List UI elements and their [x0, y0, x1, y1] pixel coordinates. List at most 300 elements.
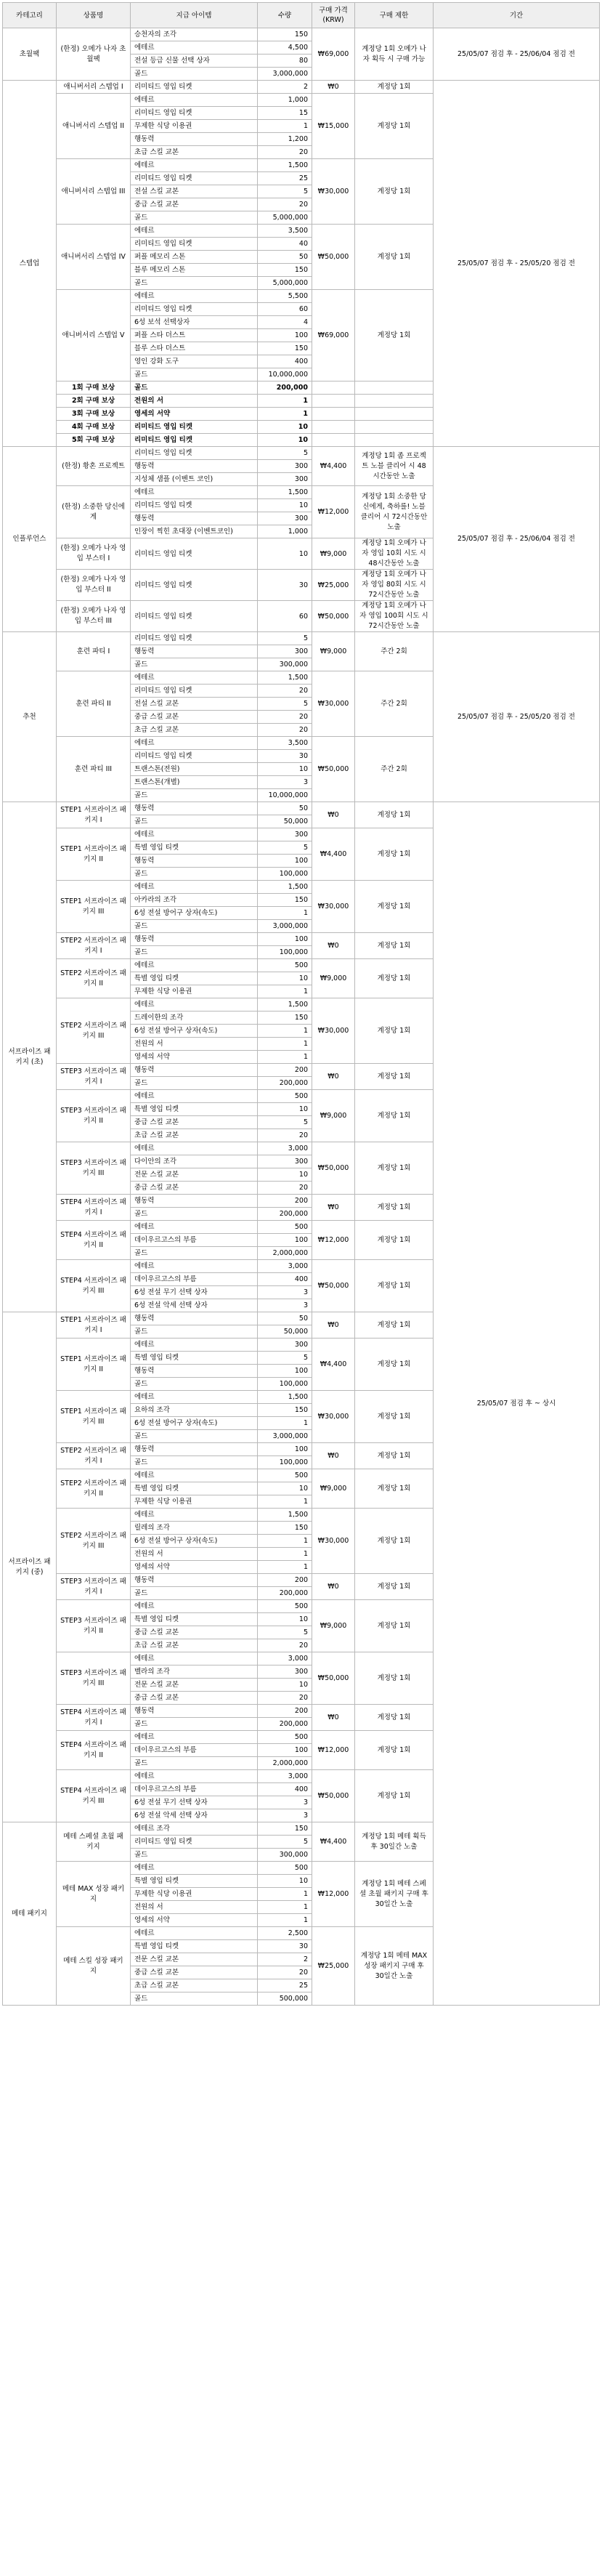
- table-row: [3, 802, 600, 815]
- item-name: 에테르: [131, 1221, 258, 1234]
- item-qty: 4,500: [258, 41, 312, 54]
- product-name: STEP1 서프라이즈 패키지 I: [57, 1312, 131, 1339]
- product-price: ₩50,000: [312, 1260, 355, 1312]
- item-name: 벨라의 조각: [131, 1665, 258, 1679]
- item-name: 행동력: [131, 645, 258, 658]
- item-qty: 5: [258, 185, 312, 198]
- product-price: ₩25,000: [312, 1927, 355, 2006]
- item-name: 리미티드 영입 티켓: [131, 447, 258, 460]
- item-qty: 60: [258, 601, 312, 632]
- item-name: 골드: [131, 1247, 258, 1260]
- item-name: 요하의 조각: [131, 1404, 258, 1417]
- table-row: [3, 632, 600, 645]
- item-qty: 5: [258, 447, 312, 460]
- product-name: STEP2 서프라이즈 패키지 II: [57, 1469, 131, 1509]
- product-name: 애니버서리 스텝업 III: [57, 159, 131, 225]
- product-limit: 계정당 1회: [355, 1142, 434, 1195]
- product-name: STEP4 서프라이즈 패키지 I: [57, 1195, 131, 1221]
- product-price: ₩50,000: [312, 737, 355, 802]
- product-name: STEP2 서프라이즈 패키지 III: [57, 1509, 131, 1574]
- item-qty: 10: [258, 538, 312, 570]
- item-qty: 1: [258, 1051, 312, 1064]
- product-price: ₩0: [312, 1195, 355, 1221]
- product-limit: 계정당 1회: [355, 1443, 434, 1469]
- item-name: 전문 스킬 교본: [131, 1953, 258, 1966]
- product-price: ₩4,400: [312, 828, 355, 881]
- item-name: 무제한 식당 이용권: [131, 120, 258, 133]
- item-name: 데이우르고스의 부름: [131, 1273, 258, 1286]
- product-name: (한정) 오메가 나자 영입 부스터 III: [57, 601, 131, 632]
- item-qty: 1: [258, 907, 312, 920]
- product-price: ₩0: [312, 1705, 355, 1731]
- item-name: 에테르: [131, 1090, 258, 1103]
- item-qty: 1: [258, 1914, 312, 1927]
- item-name: 영세의 서약: [131, 1914, 258, 1927]
- item-name: 특별 영입 티켓: [131, 1482, 258, 1495]
- item-qty: 100,000: [258, 868, 312, 881]
- item-qty: 60: [258, 303, 312, 316]
- reward-item: 전원의 서: [131, 395, 258, 408]
- product-price: ₩9,000: [312, 632, 355, 671]
- item-name: 트랜스톤(전원): [131, 763, 258, 776]
- item-qty: 10: [258, 1679, 312, 1692]
- product-name: 애니버서리 스텝업 II: [57, 94, 131, 159]
- product-name: 훈련 파티 III: [57, 737, 131, 802]
- product-name: STEP2 서프라이즈 패키지 II: [57, 959, 131, 998]
- item-name: 행동력: [131, 802, 258, 815]
- item-qty: 2,000,000: [258, 1757, 312, 1770]
- item-qty: 1,000: [258, 94, 312, 107]
- reward-limit: [355, 381, 434, 395]
- item-qty: 20: [258, 1129, 312, 1142]
- item-name: 6성 전설 악세 선택 상자: [131, 1809, 258, 1822]
- item-qty: 200: [258, 1195, 312, 1208]
- item-name: 다이안의 조각: [131, 1155, 258, 1168]
- item-name: 6성 전설 무기 선택 상자: [131, 1286, 258, 1299]
- product-limit: 계정당 1회: [355, 94, 434, 159]
- reward-label: 3회 구매 보상: [57, 408, 131, 421]
- product-price: ₩0: [312, 933, 355, 959]
- item-name: 릴레의 조각: [131, 1522, 258, 1535]
- product-limit: 계정당 1회: [355, 1312, 434, 1339]
- item-qty: 30: [258, 570, 312, 601]
- item-qty: 50: [258, 802, 312, 815]
- item-qty: 3,000,000: [258, 1430, 312, 1443]
- table-row: [3, 81, 600, 94]
- item-name: 골드: [131, 1077, 258, 1090]
- product-limit: 계정당 1회: [355, 1469, 434, 1509]
- item-name: 리미티드 영입 티켓: [131, 172, 258, 185]
- reward-price: [312, 421, 355, 434]
- item-qty: 500: [258, 1090, 312, 1103]
- product-name: (한정) 오메가 나자 영입 부스터 I: [57, 538, 131, 570]
- item-name: 전설 스킬 교본: [131, 185, 258, 198]
- item-name: 행동력: [131, 855, 258, 868]
- item-name: 지성체 샘플 (이벤트 코인): [131, 473, 258, 486]
- item-name: 리미티드 영입 티켓: [131, 685, 258, 698]
- item-name: 골드: [131, 1456, 258, 1469]
- product-limit: 계정당 1회 메테 획득 후 30일간 노출: [355, 1822, 434, 1862]
- item-qty: 5,000,000: [258, 211, 312, 225]
- item-name: 6성 전설 방어구 상자(속도): [131, 1417, 258, 1430]
- item-qty: 150: [258, 1822, 312, 1836]
- category-cell: 메테 패키지: [3, 1822, 57, 2006]
- item-name: 데이우르고스의 부름: [131, 1783, 258, 1796]
- product-price: ₩4,400: [312, 447, 355, 486]
- table-row: [3, 447, 600, 460]
- item-name: 에테르: [131, 1260, 258, 1273]
- product-price: ₩50,000: [312, 1142, 355, 1195]
- item-name: 에테르: [131, 1927, 258, 1940]
- product-name: STEP4 서프라이즈 패키지 I: [57, 1705, 131, 1731]
- item-qty: 1: [258, 1548, 312, 1561]
- product-limit: 계정당 1회 오메가 나자 영입 100회 시도 시 72시간동안 노출: [355, 601, 434, 632]
- item-qty: 1: [258, 1901, 312, 1914]
- item-name: 리미티드 영입 티켓: [131, 303, 258, 316]
- header-category: 카테고리: [3, 3, 57, 28]
- product-name: STEP4 서프라이즈 패키지 III: [57, 1260, 131, 1312]
- item-qty: 100: [258, 855, 312, 868]
- item-name: 6성 전설 무기 선택 상자: [131, 1796, 258, 1809]
- product-name: STEP2 서프라이즈 패키지 I: [57, 933, 131, 959]
- item-name: 리미티드 영입 티켓: [131, 238, 258, 251]
- item-qty: 5: [258, 698, 312, 711]
- item-name: 행동력: [131, 1443, 258, 1456]
- product-limit: 계정당 1회 좀 프로젝트 노블 클리어 시 48시간동안 노출: [355, 447, 434, 486]
- item-name: 영세의 서약: [131, 1561, 258, 1574]
- item-name: 에테르: [131, 1339, 258, 1352]
- product-limit: 계정당 1회: [355, 1574, 434, 1600]
- product-name: 메테 스킬 성장 패키지: [57, 1927, 131, 2006]
- item-name: 리미티드 영입 티켓: [131, 1836, 258, 1849]
- item-name: 골드: [131, 1757, 258, 1770]
- product-price: ₩9,000: [312, 1469, 355, 1509]
- item-qty: 3,500: [258, 737, 312, 750]
- item-name: 에테르: [131, 959, 258, 972]
- item-name: 특별 영입 티켓: [131, 1940, 258, 1953]
- item-qty: 500,000: [258, 1992, 312, 2006]
- item-name: 에테르: [131, 1731, 258, 1744]
- item-name: 행동력: [131, 460, 258, 473]
- product-limit: 계정당 1회: [355, 998, 434, 1064]
- product-limit: 계정당 1회: [355, 159, 434, 225]
- item-name: 골드: [131, 1718, 258, 1731]
- product-limit: 계정당 1회: [355, 881, 434, 933]
- item-qty: 50: [258, 251, 312, 264]
- item-name: 에테르: [131, 486, 258, 499]
- item-qty: 3,000: [258, 1142, 312, 1155]
- item-name: 블루 스타 더스트: [131, 342, 258, 355]
- item-qty: 150: [258, 1012, 312, 1025]
- item-qty: 20: [258, 685, 312, 698]
- item-name: 초급 스킬 교본: [131, 1979, 258, 1992]
- item-qty: 50,000: [258, 1325, 312, 1339]
- header-limit: 구매 제한: [355, 3, 434, 28]
- product-price: ₩9,000: [312, 538, 355, 570]
- item-qty: 300: [258, 1665, 312, 1679]
- item-qty: 200,000: [258, 1718, 312, 1731]
- product-name: STEP3 서프라이즈 패키지 I: [57, 1574, 131, 1600]
- item-qty: 5,500: [258, 290, 312, 303]
- reward-item: 골드: [131, 381, 258, 395]
- item-qty: 20: [258, 1692, 312, 1705]
- item-name: 리미티드 영입 티켓: [131, 81, 258, 94]
- item-qty: 1: [258, 1495, 312, 1509]
- item-qty: 200,000: [258, 1208, 312, 1221]
- item-qty: 50: [258, 1312, 312, 1325]
- item-name: 초급 스킬 교본: [131, 146, 258, 159]
- item-qty: 20: [258, 1639, 312, 1652]
- item-qty: 500: [258, 1731, 312, 1744]
- product-name: STEP1 서프라이즈 패키지 III: [57, 1391, 131, 1443]
- product-limit: 계정당 1회: [355, 933, 434, 959]
- product-price: ₩0: [312, 1064, 355, 1090]
- item-name: 데이우르고스의 부름: [131, 1234, 258, 1247]
- product-name: 훈련 파티 II: [57, 671, 131, 737]
- item-qty: 10: [258, 972, 312, 985]
- product-price: ₩4,400: [312, 1822, 355, 1862]
- item-qty: 2: [258, 81, 312, 94]
- item-qty: 150: [258, 264, 312, 277]
- item-qty: 100: [258, 1443, 312, 1456]
- package-table-body: [3, 28, 600, 2006]
- item-qty: 2: [258, 1953, 312, 1966]
- product-price: ₩9,000: [312, 959, 355, 998]
- item-qty: 20: [258, 711, 312, 724]
- reward-price: [312, 381, 355, 395]
- item-qty: 20: [258, 724, 312, 737]
- item-name: 골드: [131, 1849, 258, 1862]
- item-qty: 10,000,000: [258, 368, 312, 381]
- product-limit: 계정당 1회 오메가 나자 영입 10회 시도 시 48시간동안 노출: [355, 538, 434, 570]
- item-qty: 5: [258, 1352, 312, 1365]
- period-cell: 25/05/07 점검 후 ~ 상시: [434, 802, 600, 2006]
- item-qty: 150: [258, 28, 312, 41]
- item-name: 골드: [131, 815, 258, 828]
- item-qty: 20: [258, 1966, 312, 1979]
- item-qty: 25: [258, 172, 312, 185]
- item-name: 행동력: [131, 1365, 258, 1378]
- item-qty: 1,500: [258, 486, 312, 499]
- item-qty: 5: [258, 841, 312, 855]
- item-qty: 5,000,000: [258, 277, 312, 290]
- product-name: STEP3 서프라이즈 패키지 II: [57, 1600, 131, 1652]
- product-price: ₩30,000: [312, 1509, 355, 1574]
- product-limit: 계정당 1회: [355, 1652, 434, 1705]
- product-limit: 계정당 1회: [355, 1600, 434, 1652]
- product-name: (한정) 오메가 나자 영입 부스터 II: [57, 570, 131, 601]
- product-price: ₩25,000: [312, 570, 355, 601]
- product-limit: 계정당 1회: [355, 1221, 434, 1260]
- item-name: 6성 전설 방어구 상자(속도): [131, 1025, 258, 1038]
- item-qty: 10: [258, 1103, 312, 1116]
- product-price: ₩12,000: [312, 1221, 355, 1260]
- item-qty: 30: [258, 750, 312, 763]
- product-limit: 계정당 1회: [355, 1770, 434, 1822]
- item-name: 전문 스킬 교본: [131, 1679, 258, 1692]
- item-qty: 300: [258, 460, 312, 473]
- reward-label: 4회 구매 보상: [57, 421, 131, 434]
- item-name: 특별 영입 티켓: [131, 1613, 258, 1626]
- reward-limit: [355, 395, 434, 408]
- item-qty: 300,000: [258, 658, 312, 671]
- product-price: ₩69,000: [312, 28, 355, 81]
- item-name: 전설 등급 신물 선택 상자: [131, 54, 258, 68]
- item-name: 골드: [131, 68, 258, 81]
- product-limit: 계정당 1회: [355, 290, 434, 381]
- product-limit: 계정당 1회: [355, 802, 434, 828]
- item-name: 6성 보석 선택상자: [131, 316, 258, 329]
- product-limit: 계정당 1회: [355, 1731, 434, 1770]
- item-name: 에테르: [131, 1509, 258, 1522]
- product-limit: 계정당 1회: [355, 959, 434, 998]
- category-cell: 스텝업: [3, 81, 57, 447]
- product-limit: 계정당 1회: [355, 81, 434, 94]
- item-qty: 1,200: [258, 133, 312, 146]
- reward-price: [312, 434, 355, 447]
- item-name: 인장이 찍힌 초대장 (이벤트코인): [131, 525, 258, 538]
- reward-qty: 200,000: [258, 381, 312, 395]
- item-qty: 3,500: [258, 225, 312, 238]
- item-name: 에테르: [131, 1652, 258, 1665]
- item-qty: 3: [258, 1809, 312, 1822]
- product-price: ₩12,000: [312, 486, 355, 538]
- item-qty: 150: [258, 894, 312, 907]
- product-price: ₩69,000: [312, 290, 355, 381]
- product-limit: 계정당 1회: [355, 1509, 434, 1574]
- item-name: 골드: [131, 920, 258, 933]
- item-qty: 200,000: [258, 1587, 312, 1600]
- item-qty: 20: [258, 146, 312, 159]
- item-name: 6성 전설 방어구 상자(속도): [131, 907, 258, 920]
- product-name: STEP1 서프라이즈 패키지 I: [57, 802, 131, 828]
- reward-limit: [355, 421, 434, 434]
- product-name: STEP3 서프라이즈 패키지 II: [57, 1090, 131, 1142]
- product-price: ₩0: [312, 81, 355, 94]
- header-row: [3, 3, 600, 28]
- product-limit: 계정당 1회: [355, 1391, 434, 1443]
- product-limit: 계정당 1회 소중한 당신에게, 축하를! 노블 클리어 시 72시간동안 노출: [355, 486, 434, 538]
- item-qty: 20: [258, 1182, 312, 1195]
- item-name: 초급 스킬 교본: [131, 724, 258, 737]
- category-cell: 서프라이즈 패키지 (중): [3, 1312, 57, 1822]
- product-limit: 주간 2회: [355, 632, 434, 671]
- product-limit: 주간 2회: [355, 671, 434, 737]
- item-name: 영인 강화 도구: [131, 355, 258, 368]
- item-qty: 5: [258, 632, 312, 645]
- item-name: 골드: [131, 368, 258, 381]
- item-qty: 100: [258, 329, 312, 342]
- item-name: 중급 스킬 교본: [131, 198, 258, 211]
- item-qty: 300: [258, 1339, 312, 1352]
- item-name: 에테르: [131, 290, 258, 303]
- item-qty: 25: [258, 1979, 312, 1992]
- item-name: 6성 전설 방어구 상자(속도): [131, 1535, 258, 1548]
- item-name: 전원의 서: [131, 1038, 258, 1051]
- item-qty: 3: [258, 1299, 312, 1312]
- item-name: 행동력: [131, 512, 258, 525]
- item-qty: 400: [258, 1273, 312, 1286]
- item-name: 골드: [131, 1430, 258, 1443]
- product-price: ₩12,000: [312, 1862, 355, 1927]
- item-qty: 150: [258, 1404, 312, 1417]
- item-qty: 300,000: [258, 1849, 312, 1862]
- package-table: [2, 2, 600, 2006]
- product-limit: 계정당 1회: [355, 828, 434, 881]
- item-qty: 200,000: [258, 1077, 312, 1090]
- item-name: 골드: [131, 868, 258, 881]
- item-qty: 3: [258, 1796, 312, 1809]
- item-qty: 500: [258, 1862, 312, 1875]
- product-name: 훈련 파티 I: [57, 632, 131, 671]
- item-name: 골드: [131, 658, 258, 671]
- product-price: ₩15,000: [312, 94, 355, 159]
- period-cell: 25/05/07 점검 후 - 25/06/04 점검 전: [434, 28, 600, 81]
- category-cell: 추천: [3, 632, 57, 802]
- item-name: 에테르: [131, 1142, 258, 1155]
- item-qty: 300: [258, 473, 312, 486]
- item-name: 특별 영입 티켓: [131, 841, 258, 855]
- reward-qty: 1: [258, 408, 312, 421]
- product-limit: 계정당 1회: [355, 1064, 434, 1090]
- reward-qty: 10: [258, 421, 312, 434]
- item-name: 중급 스킬 교본: [131, 1966, 258, 1979]
- item-qty: 20: [258, 198, 312, 211]
- item-qty: 3,000,000: [258, 68, 312, 81]
- item-qty: 10,000,000: [258, 789, 312, 802]
- item-qty: 3,000,000: [258, 920, 312, 933]
- item-qty: 500: [258, 1469, 312, 1482]
- product-price: ₩30,000: [312, 881, 355, 933]
- item-qty: 1,500: [258, 159, 312, 172]
- item-name: 에테르: [131, 41, 258, 54]
- reward-item: 리미티드 영입 티켓: [131, 434, 258, 447]
- product-price: ₩12,000: [312, 1731, 355, 1770]
- item-name: 골드: [131, 789, 258, 802]
- item-qty: 300: [258, 828, 312, 841]
- item-qty: 3: [258, 1286, 312, 1299]
- product-limit: 계정당 1회 오메가 나자 획득 시 구매 가능: [355, 28, 434, 81]
- item-name: 전원의 서: [131, 1901, 258, 1914]
- item-qty: 100: [258, 1365, 312, 1378]
- item-name: 특별 영입 티켓: [131, 1352, 258, 1365]
- product-limit: 계정당 1회 오메가 나자 영입 80회 시도 시 72시간동안 노출: [355, 570, 434, 601]
- product-price: ₩50,000: [312, 225, 355, 290]
- item-name: 행동력: [131, 133, 258, 146]
- item-name: 리미티드 영입 티켓: [131, 570, 258, 601]
- product-price: ₩9,000: [312, 1090, 355, 1142]
- item-name: 에테르: [131, 159, 258, 172]
- item-name: 중급 스킬 교본: [131, 1116, 258, 1129]
- item-qty: 100,000: [258, 1456, 312, 1469]
- item-name: 골드: [131, 211, 258, 225]
- period-cell: 25/05/07 점검 후 - 25/06/04 점검 전: [434, 447, 600, 632]
- item-qty: 200: [258, 1574, 312, 1587]
- header-product: 상품명: [57, 3, 131, 28]
- item-qty: 10: [258, 1482, 312, 1495]
- product-name: STEP4 서프라이즈 패키지 II: [57, 1221, 131, 1260]
- item-name: 무제한 식당 이용권: [131, 1495, 258, 1509]
- item-name: 행동력: [131, 933, 258, 946]
- item-qty: 100: [258, 1234, 312, 1247]
- item-name: 에테르: [131, 828, 258, 841]
- item-name: 에테르 조각: [131, 1822, 258, 1836]
- item-qty: 500: [258, 959, 312, 972]
- product-price: ₩0: [312, 1574, 355, 1600]
- item-qty: 150: [258, 1522, 312, 1535]
- item-name: 골드: [131, 1325, 258, 1339]
- item-qty: 5: [258, 1626, 312, 1639]
